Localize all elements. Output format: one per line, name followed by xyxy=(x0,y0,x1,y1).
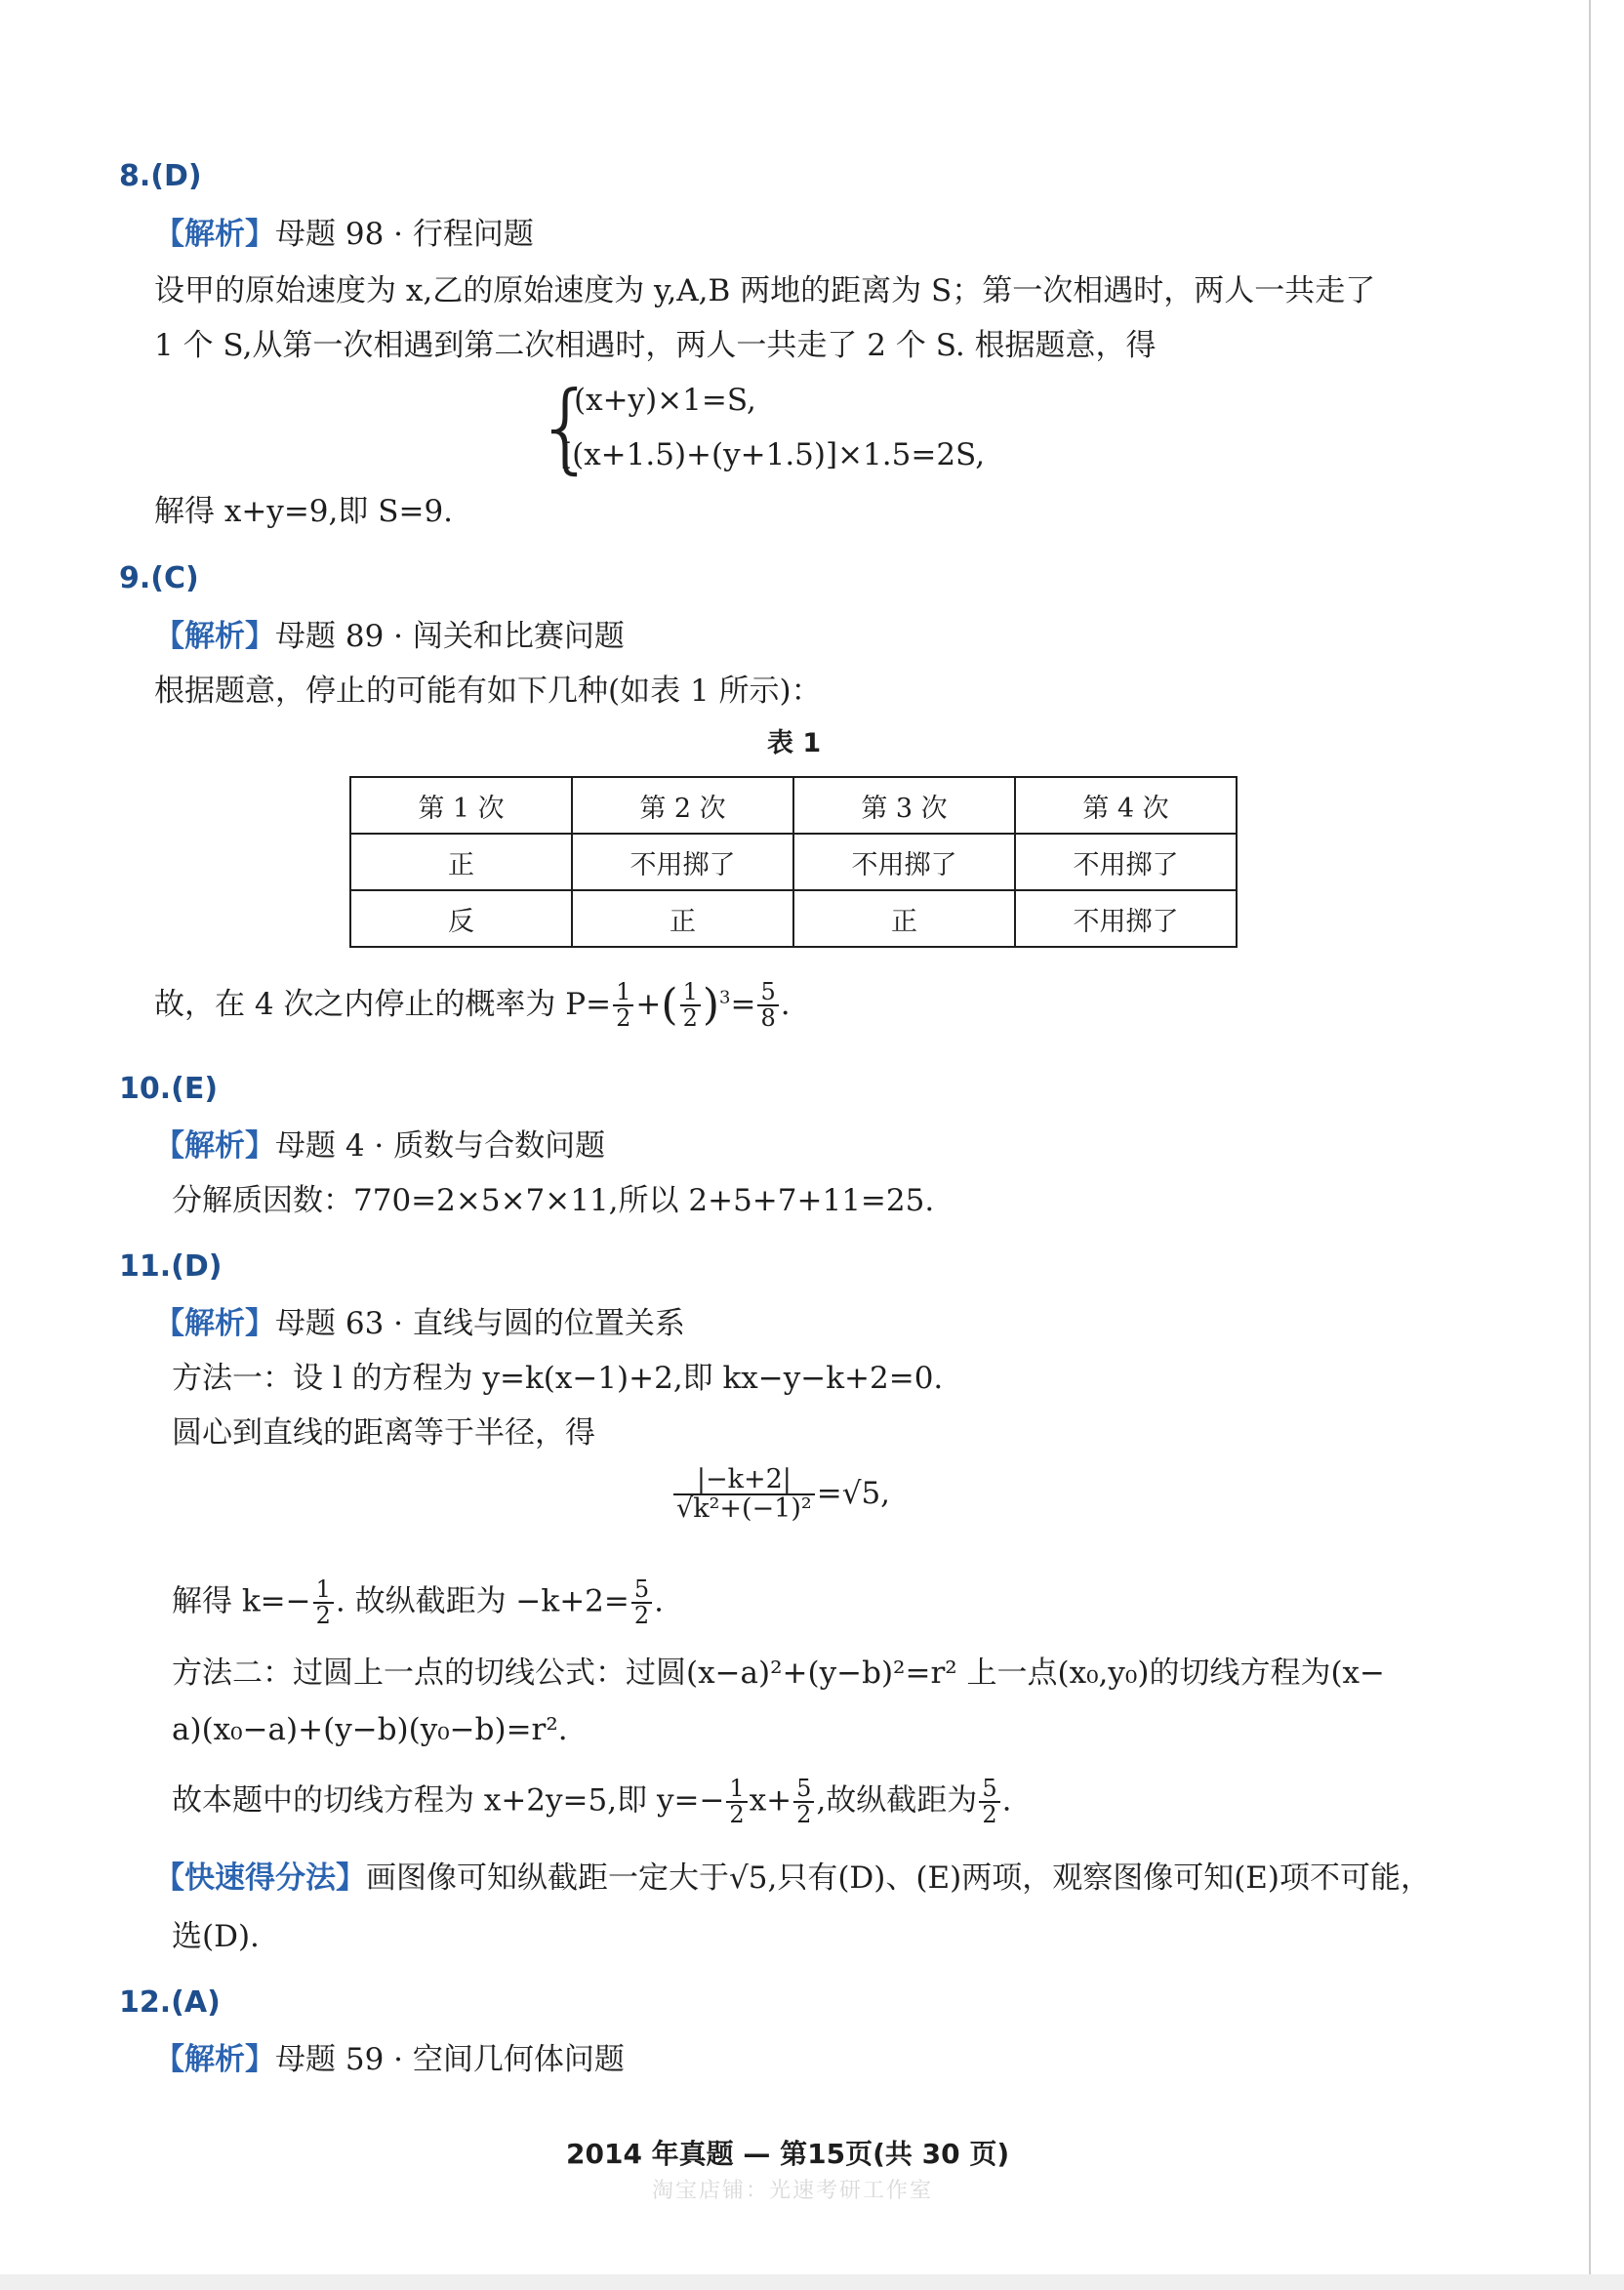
q10-number: 10.(E) xyxy=(119,1072,219,1106)
fraction-result: $\frac{5}{8}$ xyxy=(757,980,778,1031)
q8-analysis: 【解析】母题 98 · 行程问题 xyxy=(154,217,534,252)
table-row xyxy=(350,890,1237,947)
table-header-cell: 第 3 次 xyxy=(793,777,1015,834)
analysis-tag: 【解析】 xyxy=(154,1306,275,1341)
analysis-tag: 【解析】 xyxy=(154,1128,275,1164)
page-footer: 2014 年真题 — 第15页(共 30 页) xyxy=(566,2138,1010,2170)
table-cell: 不用掷了 xyxy=(793,834,1015,890)
table-cell: 不用掷了 xyxy=(1015,834,1237,890)
fraction-half: $\frac{1}{2}$ xyxy=(613,980,633,1031)
q12-number: 12.(A) xyxy=(119,1985,221,2020)
table-cell: 正 xyxy=(572,890,793,947)
table-cell: 正 xyxy=(793,890,1015,947)
q12-analysis: 【解析】母题 59 · 空间几何体问题 xyxy=(154,2042,625,2077)
q11-distance-equation: $\frac{|-k+2|}{\text{√k²+(−1)²}}$ =√5, xyxy=(671,1466,890,1524)
fraction-intercept: $\frac{5}{2}$ xyxy=(631,1577,652,1628)
q11-analysis: 【解析】母题 63 · 直线与圆的位置关系 xyxy=(154,1306,685,1341)
table-header-cell: 第 1 次 xyxy=(350,777,572,834)
analysis-tag: 【解析】 xyxy=(154,217,275,252)
distance-fraction: $\frac{|-k+2|}{\text{√k²+(−1)²}}$ xyxy=(673,1466,815,1524)
q11-number: 11.(D) xyxy=(119,1249,223,1284)
table-cell: 反 xyxy=(350,890,572,947)
analysis-tag: 【解析】 xyxy=(154,619,275,654)
q11-fast-method-2: 选(D). xyxy=(172,1919,260,1954)
fraction-intercept: $\frac{5}{2}$ xyxy=(793,1777,814,1827)
table-header-row xyxy=(350,777,1237,834)
q11-method-2c: 故本题中的切线方程为 x+2y=5,即 y=− $\frac{1}{2}$ x+ $\frac{5}{2}$ ,故纵截距为 $\frac{5}{2}$ . xyxy=(172,1775,1012,1829)
q11-solve: 解得 k=− $\frac{1}{2}$ . 故纵截距为 −k+2= $\frac{5}{2}$ . xyxy=(172,1575,665,1630)
q11-fast-method: 【快速得分法】画图像可知纵截距一定大于√5,只有(D)、(E)两项，观察图像可知(E)项不可能， xyxy=(154,1861,1432,1896)
fraction-half: $\frac{1}{2}$ xyxy=(680,980,701,1031)
q8-result: 解得 x+y=9,即 S=9. xyxy=(154,494,454,529)
outcome-table xyxy=(349,776,1238,948)
table-row xyxy=(350,834,1237,890)
fraction-intercept: $\frac{5}{2}$ xyxy=(979,1777,999,1827)
q9-number: 9.(C) xyxy=(119,561,199,595)
table-cell: 不用掷了 xyxy=(572,834,793,890)
fraction-k: $\frac{1}{2}$ xyxy=(313,1577,334,1628)
table-title: 表 1 xyxy=(767,728,822,758)
watermark: 淘宝店铺：光速考研工作室 xyxy=(652,2179,934,2203)
q10-paragraph-1: 分解质因数：770=2×5×7×11,所以 2+5+7+11=25. xyxy=(172,1183,935,1218)
table-header-cell: 第 2 次 xyxy=(572,777,793,834)
scan-edge xyxy=(1589,0,1591,2290)
system-brace: { xyxy=(535,370,597,484)
q9-paragraph-1: 根据题意，停止的可能有如下几种(如表 1 所示)： xyxy=(154,674,822,709)
q8-paragraph-1: 设甲的原始速度为 x,乙的原始速度为 y,A,B 两地的距离为 S；第一次相遇时，两人一共走了 xyxy=(154,273,1376,308)
table-cell: 正 xyxy=(350,834,572,890)
q10-analysis: 【解析】母题 4 · 质数与合数问题 xyxy=(154,1128,606,1164)
q8-equation-2: [(x+1.5)+(y+1.5)]×1.5=2S, xyxy=(560,437,986,472)
q11-method-2b: a)(x₀−a)+(y−b)(y₀−b)=r². xyxy=(172,1712,568,1747)
fast-method-tag: 【快速得分法】 xyxy=(154,1861,366,1896)
q9-analysis: 【解析】母题 89 · 闯关和比赛问题 xyxy=(154,619,625,654)
table-cell: 不用掷了 xyxy=(1015,890,1237,947)
q11-method-1b: 圆心到直线的距离等于半径，得 xyxy=(172,1415,595,1451)
q11-method-2a: 方法二：过圆上一点的切线公式：过圆(x−a)²+(y−b)²=r² 上一点(x₀,y₀)的切线方程为(x− xyxy=(172,1656,1385,1691)
table-header-cell: 第 4 次 xyxy=(1015,777,1237,834)
analysis-tag: 【解析】 xyxy=(154,2042,275,2077)
q8-equation-1: (x+y)×1=S, xyxy=(574,383,756,418)
q8-number: 8.(D) xyxy=(119,159,202,193)
q9-conclusion: 故，在 4 次之内停止的概率为 P= $\frac{1}{2}$ +( $\frac{1}{2}$ )$^3$= $\frac{5}{8}$ . xyxy=(154,978,791,1033)
q8-paragraph-2: 1 个 S,从第一次相遇到第二次相遇时，两人一共走了 2 个 S. 根据题意，得 xyxy=(154,328,1157,363)
fraction-slope: $\frac{1}{2}$ xyxy=(726,1777,747,1827)
q11-method-1: 方法一：设 l 的方程为 y=k(x−1)+2,即 kx−y−k+2=0. xyxy=(172,1361,944,1396)
scan-edge-bottom xyxy=(0,2274,1624,2290)
